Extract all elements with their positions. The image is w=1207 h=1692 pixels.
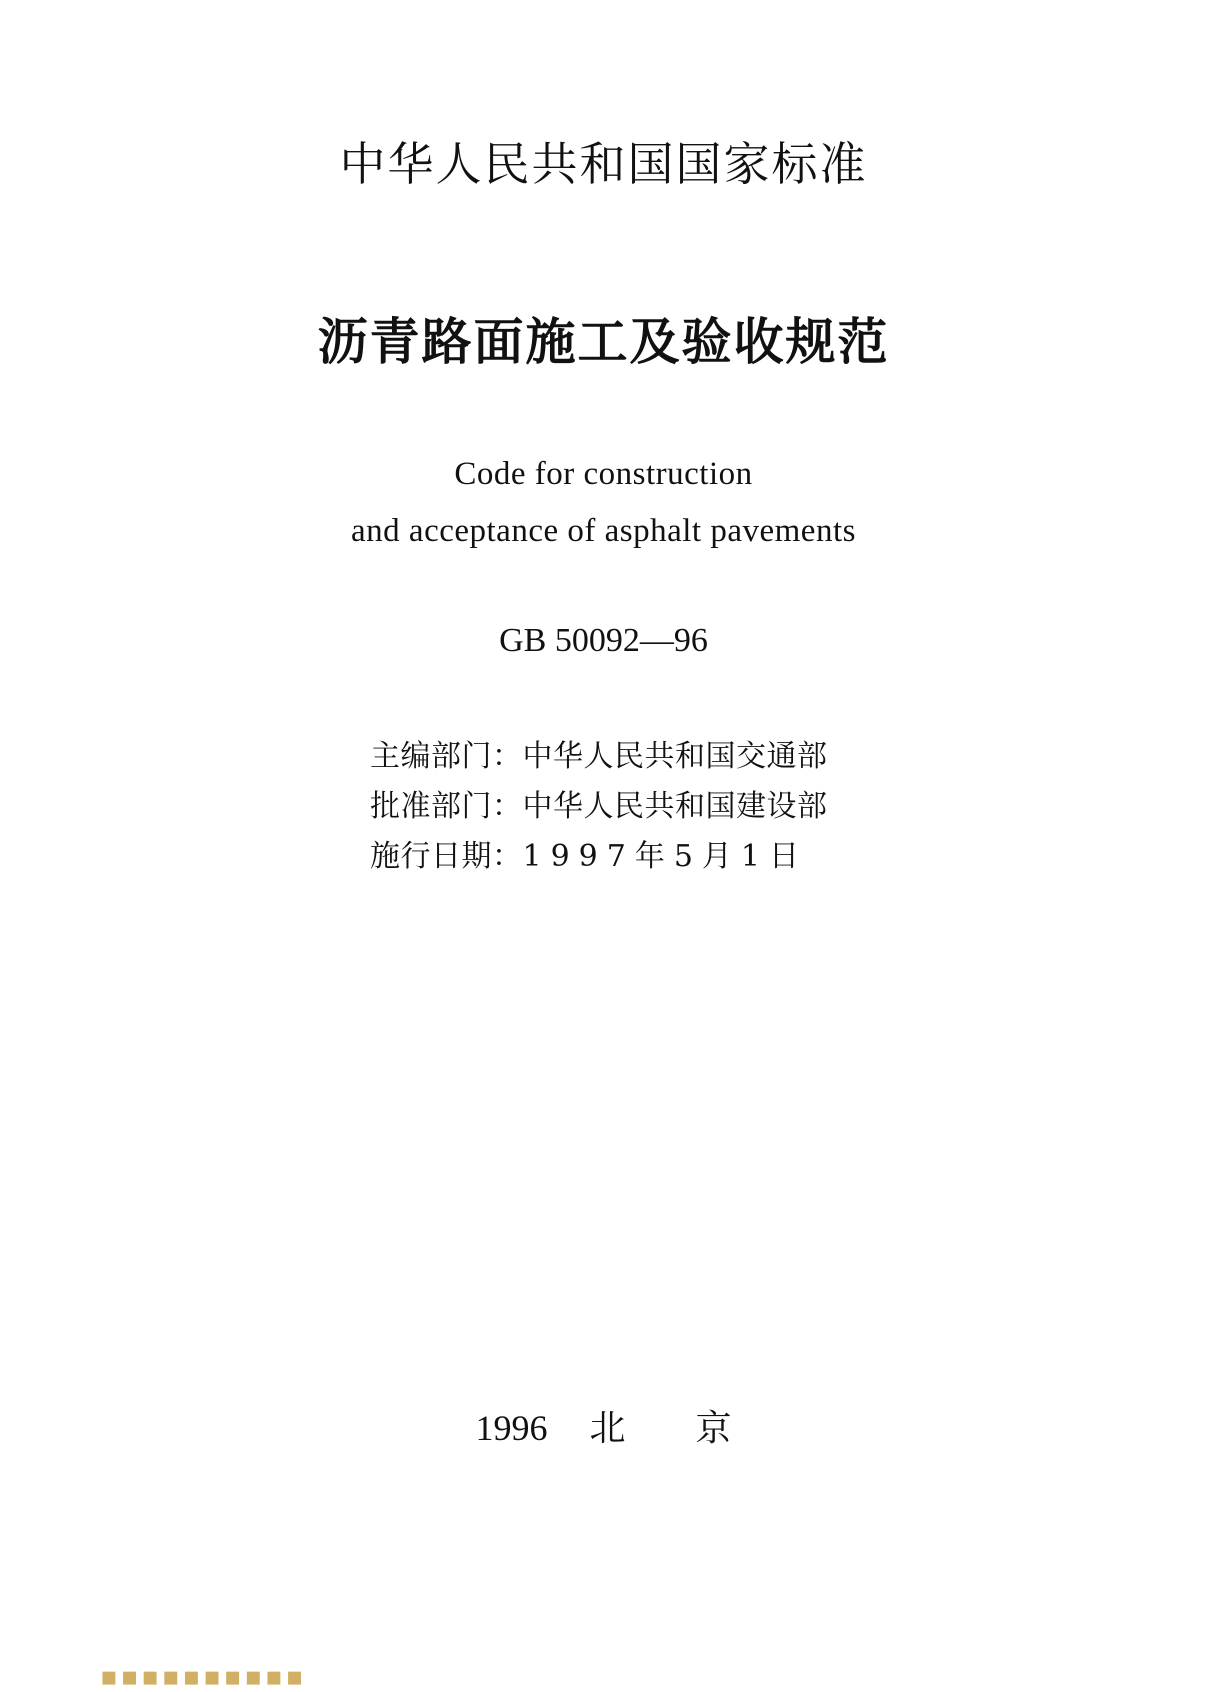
info-value: 1997年5月1日 xyxy=(522,839,809,874)
info-row-approver xyxy=(370,782,890,832)
info-label: 批准部门： xyxy=(370,789,523,824)
publication-city: 北京 xyxy=(589,1408,802,1448)
info-value: 中华人民共和国建设部 xyxy=(522,789,828,824)
info-block xyxy=(370,732,890,882)
document-title-cn: 沥青路面施工及验收规范 xyxy=(317,313,890,371)
publication-footer xyxy=(0,1400,1207,1451)
info-row-chief-editor xyxy=(370,732,890,782)
watermark-text: ▪▪▪▪▪▪▪▪▪▪ xyxy=(100,1662,307,1692)
info-label: 施行日期： xyxy=(370,839,523,874)
document-title-en-line2: and acceptance of asphalt pavements xyxy=(351,513,856,549)
publication-year: 1996 xyxy=(475,1408,548,1448)
standard-header: 中华人民共和国国家标准 xyxy=(339,137,868,191)
info-row-effective-date xyxy=(370,832,890,882)
info-label: 主编部门： xyxy=(370,739,523,774)
info-value: 中华人民共和国交通部 xyxy=(522,739,828,774)
standard-number: GB 50092—96 xyxy=(499,622,708,659)
document-title-en-line1: Code for construction xyxy=(454,456,753,492)
